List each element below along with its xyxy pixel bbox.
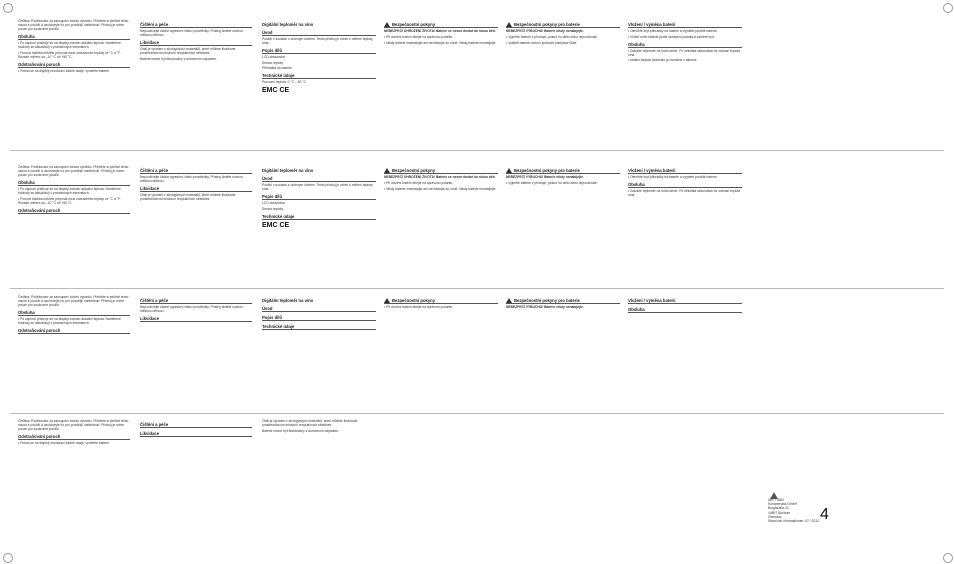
parts-heading: Popis dílů xyxy=(262,48,376,54)
part-lcd: LCD obrazovka xyxy=(262,201,285,206)
disposal-heading: Likvidace xyxy=(140,431,252,437)
panel-operation-2 xyxy=(15,164,133,284)
product-title: Digitální teploměr na víno xyxy=(262,22,314,27)
troubleshooting-heading: Odstraňování poruch xyxy=(18,434,130,440)
battery-change-text-2: • Vložte nové baterie podle označení polarity a zavřete kryt. xyxy=(628,35,742,39)
panel-cover-3 xyxy=(259,294,379,409)
troubleshooting-text: • Pokud se na displeji nezobrazí žádné údaje, vyměňte baterie. xyxy=(18,441,130,445)
intro-text: Čeština: Poděkování za zakoupení tohoto výrobku. Přečtěte si pečlivě tento návod k použití a uschovejte ho pro pozdější nahlédnutí. Přístroj je určen pouze pro soukromé použití. xyxy=(18,19,129,32)
emc-ce-mark: EMC CE xyxy=(262,221,290,229)
battery-change-heading: Vložení / výměna baterií xyxy=(628,298,742,304)
panel-operation xyxy=(15,18,133,149)
row-1 xyxy=(0,18,954,149)
operation-heading: Obsluha xyxy=(18,310,130,316)
disposal-text: Obal je vyroben z ekologických materiálů, které můžete likvidovat prostřednictvím místních recyklačních středisek. xyxy=(262,419,358,428)
warning-icon xyxy=(384,298,390,303)
intro-heading: Úvod xyxy=(262,30,376,36)
row-2 xyxy=(0,164,954,284)
operation-text-2: • Pomocí tlačítka můžete přepínat mezi zobrazením teploty ve °C a °F. Rozsah měření od –10 °C do +50 °C. xyxy=(18,51,130,59)
warning-icon xyxy=(506,168,512,173)
specs-heading: Technické údaje xyxy=(262,214,376,220)
troubleshooting-heading: Odstraňování poruch xyxy=(18,62,130,68)
panel-battery-safety-2 xyxy=(503,164,623,284)
part-battery: Přihrádka na baterie xyxy=(262,66,292,71)
care-text: Nepoužívejte žádné agresivní čisticí prostředky. Přístroj čistěte suchou měkkou utěrkou. xyxy=(140,305,243,314)
panel-safety xyxy=(381,18,501,149)
panel-care-2 xyxy=(137,164,255,284)
product-title: Digitální teploměr na víno xyxy=(262,298,314,303)
care-heading: Čištění a péče xyxy=(140,22,252,28)
battery-change-text: • Otevřete kryt přihrádky na baterie a vyjměte použité baterie. xyxy=(628,29,742,33)
usage-text: • Zasuňte teploměr na hrdlo lahve. Po několika sekundách se zobrazí teplota vína. xyxy=(628,49,742,57)
battery-safety-heading: Bezpečnostní pokyny pro baterie xyxy=(506,22,620,28)
battery-change-text: • Otevřete kryt přihrádky na baterie a vyjměte použité baterie. xyxy=(628,175,742,179)
usage-text-2: • Ideální teplota podávání je uvedena v tabulce. xyxy=(628,58,742,62)
disposal-heading: Likvidace xyxy=(140,40,252,46)
warning-icon xyxy=(384,168,390,173)
part-sensor: Senzor teploty xyxy=(262,60,284,65)
usage-heading: Obsluha xyxy=(628,42,742,48)
operation-text-2: • Pomocí tlačítka můžete přepínat mezi zobrazením teploty ve °C a °F. Rozsah měření od –10 °C do +50 °C. xyxy=(18,197,130,205)
care-text: Nepoužívejte žádné agresivní čisticí prostředky. Přístroj čistěte suchou měkkou utěrkou. xyxy=(140,29,243,38)
disposal-text: Obal je vyroben z ekologických materiálů, které můžete likvidovat prostřednictvím místních recyklačních středisek. xyxy=(140,193,236,202)
safety-heading: Bezpečnostní pokyny xyxy=(384,168,498,174)
safety-warning: NEBEZPEČÍ OHROŽENÍ ŽIVOTA! Baterie se nesmí dostat do rukou dětí. xyxy=(384,29,496,34)
usage-heading: Obsluha xyxy=(628,307,742,313)
safety-heading: Bezpečnostní pokyny xyxy=(384,298,498,304)
safety-text-2: • Nikdy baterie nezkratujte ani nevhazujte do ohně. Nikdy baterie nenabíjejte. xyxy=(384,187,498,191)
battery-warning: NEBEZPEČÍ VÝBUCHU! Baterie nikdy nenabíjejte. xyxy=(506,29,584,34)
registration-mark-icon xyxy=(943,3,953,13)
battery-change-heading: Vložení / výměna baterií xyxy=(628,22,742,28)
intro-text: Čeština: Poděkování za zakoupení tohoto výrobku. Přečtěte si pečlivě tento návod k použití a uschovejte ho pro pozdější nahlédnutí. Přístroj je určen pouze pro soukromé použití. xyxy=(18,165,129,178)
disposal-heading: Likvidace xyxy=(140,316,252,322)
row-4 xyxy=(0,418,954,542)
troubleshooting-heading: Odstraňování poruch xyxy=(18,208,130,214)
battery-text-2: • Vyteklé baterie mohou způsobit poleptání kůže. xyxy=(506,41,620,45)
registration-mark-icon xyxy=(3,553,13,563)
disposal-text-2: Baterie nesmí být likvidovány s domovním odpadem. xyxy=(140,56,218,61)
battery-text: • Vyjměte baterie z přístroje, pokud ho delší dobu nepoužíváte. xyxy=(506,181,620,185)
panel-operation-4 xyxy=(15,418,133,542)
emc-ce-mark: EMC CE xyxy=(262,86,290,94)
panel-care-4 xyxy=(137,418,255,542)
panel-battery-change xyxy=(625,18,745,149)
part-lcd: LCD obrazovka xyxy=(262,55,285,60)
care-heading: Čištění a péče xyxy=(140,298,252,304)
battery-safety-heading: Bezpečnostní pokyny pro baterie xyxy=(506,298,620,304)
panel-safety-3 xyxy=(381,294,501,409)
fold-line-1 xyxy=(10,150,944,151)
fold-line-3 xyxy=(10,413,944,414)
panel-disposal-4 xyxy=(259,418,379,542)
operation-text: • Po zapnutí přístroje se na displeji zobrazí aktuální teplota. Naměřené hodnoty se aktualizují v pravidelných intervalech. xyxy=(18,41,130,49)
panel-cover xyxy=(259,18,379,149)
intended-use-text: Použití v souladu s určeným účelem. Tento přístroj je určen k měření teploty vína. xyxy=(262,183,373,192)
warning-icon xyxy=(506,298,512,303)
safety-text: • Při vložení baterií dbejte na správnou polaritu. xyxy=(384,305,498,309)
intended-use-text: Použití v souladu s určeným účelem. Tento přístroj je určen k měření teploty vína. xyxy=(262,37,373,46)
usage-text: • Zasuňte teploměr na hrdlo lahve. Po několika sekundách se zobrazí teplota vína. xyxy=(628,189,742,197)
parts-heading: Popis dílů xyxy=(262,315,376,321)
intro-text: Čeština: Poděkování za zakoupení tohoto výrobku. Přečtěte si pečlivě tento návod k použití a uschovejte ho pro pozdější nahlédnutí. Přístroj je určen pouze pro soukromé použití. xyxy=(18,419,129,432)
registration-mark-icon xyxy=(943,553,953,563)
intro-text: Čeština: Poděkování za zakoupení tohoto výrobku. Přečtěte si pečlivě tento návod k použití a uschovejte ho pro pozdější nahlédnutí. Přístroj je určen pouze pro soukromé použití. xyxy=(18,295,129,308)
battery-change-heading: Vložení / výměna baterií xyxy=(628,168,742,174)
part-sensor: Senzor teploty xyxy=(262,206,284,211)
page-number: 4 xyxy=(820,506,829,523)
battery-warning: NEBEZPEČÍ VÝBUCHU! Baterie nikdy nenabíjejte. xyxy=(506,305,584,310)
disposal-heading: Likvidace xyxy=(140,186,252,192)
safety-warning: NEBEZPEČÍ OHROŽENÍ ŽIVOTA! Baterie se nesmí dostat do rukou dětí. xyxy=(384,175,496,180)
imprint-block: IAN 71883 Kompernass GmbH Burgstraße 21 44867 Bochum Germany Stand der Informationen: 07 / 2012 xyxy=(768,498,819,524)
panel-battery-change-3 xyxy=(625,294,745,409)
operation-heading: Obsluha xyxy=(18,180,130,186)
safety-heading: Bezpečnostní pokyny xyxy=(384,22,498,28)
troubleshooting-heading: Odstraňování poruch xyxy=(18,328,130,334)
safety-text: • Při vložení baterií dbejte na správnou polaritu. xyxy=(384,181,498,185)
specs-text: Provozní teplota: 0 °C – 50 °C xyxy=(262,80,307,85)
disposal-text-2: Baterie nesmí být likvidovány s domovním odpadem. xyxy=(262,428,340,433)
specs-heading: Technické údaje xyxy=(262,324,376,330)
registration-mark-icon xyxy=(3,3,13,13)
intro-heading: Úvod xyxy=(262,306,376,312)
panel-battery-change-2 xyxy=(625,164,745,284)
panel-care-3 xyxy=(137,294,255,409)
care-text: Nepoužívejte žádné agresivní čisticí prostředky. Přístroj čistěte suchou měkkou utěrkou. xyxy=(140,175,243,184)
row-3 xyxy=(0,294,954,409)
warning-icon xyxy=(384,22,390,27)
operation-text: • Po zapnutí přístroje se na displeji zobrazí aktuální teplota. Naměřené hodnoty se aktualizují v pravidelných intervalech. xyxy=(18,317,130,325)
disposal-text: Obal je vyroben z ekologických materiálů, které můžete likvidovat prostřednictvím místních recyklačních středisek. xyxy=(140,47,236,56)
battery-text: • Vyjměte baterie z přístroje, pokud ho delší dobu nepoužíváte. xyxy=(506,35,620,39)
safety-text-2: • Nikdy baterie nezkratujte ani nevhazujte do ohně. Nikdy baterie nenabíjejte. xyxy=(384,41,498,45)
panel-care xyxy=(137,18,255,149)
battery-warning: NEBEZPEČÍ VÝBUCHU! Baterie nikdy nenabíjejte. xyxy=(506,175,584,180)
parts-heading: Popis dílů xyxy=(262,194,376,200)
specs-heading: Technické údaje xyxy=(262,73,376,79)
safety-text: • Při vložení baterií dbejte na správnou polaritu. xyxy=(384,35,498,39)
troubleshooting-text: • Pokud se na displeji nezobrazí žádné údaje, vyměňte baterie. xyxy=(18,69,130,73)
operation-text: • Po zapnutí přístroje se na displeji zobrazí aktuální teplota. Naměřené hodnoty se aktualizují v pravidelných intervalech. xyxy=(18,187,130,195)
warning-icon xyxy=(506,22,512,27)
battery-safety-heading: Bezpečnostní pokyny pro baterie xyxy=(506,168,620,174)
panel-cover-2 xyxy=(259,164,379,284)
panel-safety-2 xyxy=(381,164,501,284)
care-heading: Čištění a péče xyxy=(140,422,252,428)
panel-battery-safety-3 xyxy=(503,294,623,409)
operation-heading: Obsluha xyxy=(18,34,130,40)
fold-line-2 xyxy=(10,288,944,289)
intro-heading: Úvod xyxy=(262,176,376,182)
product-title: Digitální teploměr na víno xyxy=(262,168,314,173)
panel-battery-safety xyxy=(503,18,623,149)
care-heading: Čištění a péče xyxy=(140,168,252,174)
panel-operation-3 xyxy=(15,294,133,409)
usage-heading: Obsluha xyxy=(628,182,742,188)
